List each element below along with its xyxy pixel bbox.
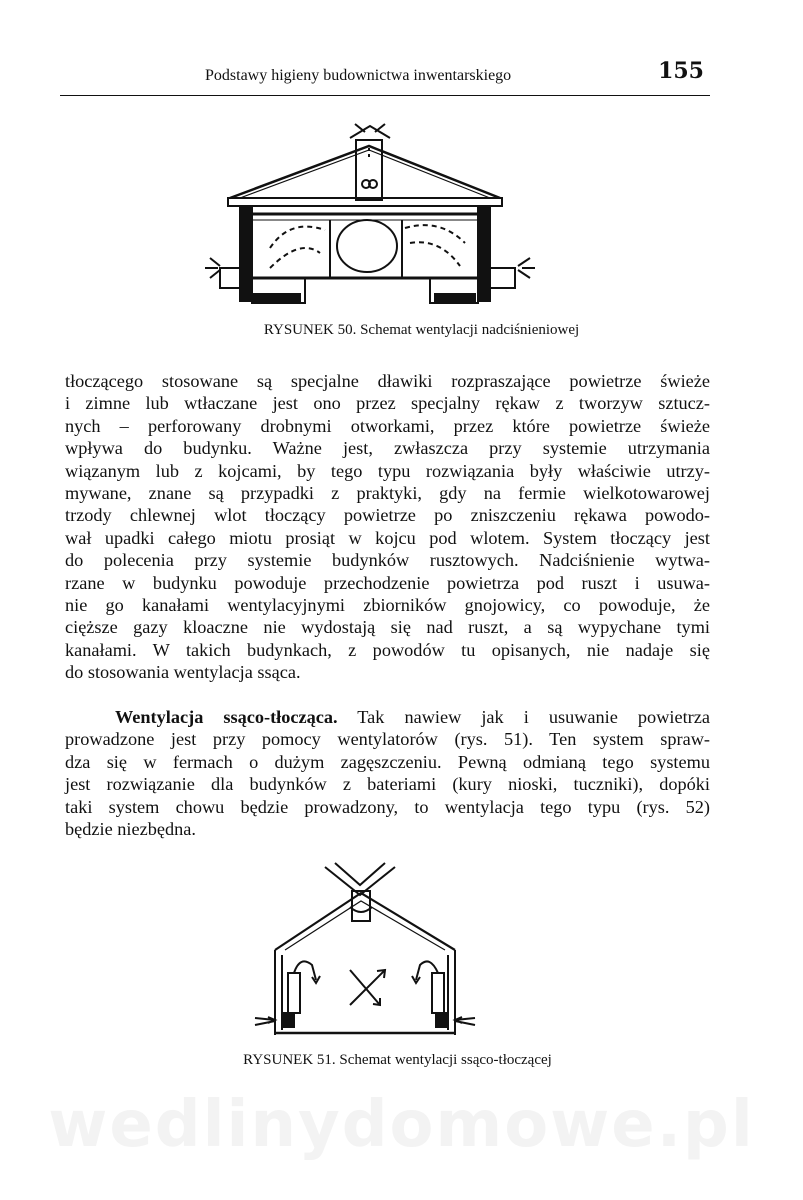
text-line: wpływa do budynku. Ważne jest, zwłaszcza przy systemie utrzymania <box>65 438 710 459</box>
text-line: wał upadki całego miotu prosiąt w kojcu pod wlotem. System tłoczący jest <box>65 527 710 548</box>
text-line: nie go kanałami wentylacyjnymi zbiorników gnojowicy, co powoduje, że <box>65 595 710 616</box>
text-line: do polecenia przy systemie budynków rusztowych. Nadciśnienie wytwa- <box>65 550 710 571</box>
text-line: do stosowania wentylacja ssąca. <box>65 662 301 683</box>
paragraph-2 <box>65 706 710 840</box>
text-line: taki system chowu będzie prowadzony, to wentylacja tego typu (rys. 52) <box>65 796 710 817</box>
text-line: tłoczącego stosowane są specjalne dławiki rozpraszające powietrze świeże <box>65 371 710 391</box>
text-line: mywane, znane są przypadki z praktyki, gdy na fermie wielkotowarowej <box>65 483 710 504</box>
lead-rest: Tak nawiew jak i usuwanie powietrza <box>337 707 710 727</box>
suction-pressure-ventilation-diagram-icon <box>240 855 510 1040</box>
figure-51-caption: RYSUNEK 51. Schemat wentylacji ssąco-tłoczącej <box>243 1052 552 1068</box>
text-line: będzie niezbędna. <box>65 819 196 840</box>
page-number: 155 <box>658 58 704 84</box>
text-line: rzane w budynku powoduje przechodzenie powietrza pod ruszt i usuwa- <box>65 572 710 593</box>
text-line: dza się w fermach o dużym zagęszczeniu. Pewną odmianą tego systemu <box>65 751 710 772</box>
text-line <box>65 706 710 728</box>
figure-51 <box>240 855 510 1040</box>
text-line: wiązanym lub z kojcami, by tego typu rozwiązania były właściwie utrzy- <box>65 460 710 481</box>
overpressure-ventilation-diagram-icon <box>190 118 555 318</box>
text-line: trzody chlewnej wlot tłoczący powietrze po zniszczeniu rękawa powodo- <box>65 505 710 526</box>
section-lead: Wentylacja ssąco-tłocząca. <box>115 707 338 727</box>
text-line: jest rozwiązanie dla budynków z bateriami (kury nioski, tuczniki), dopóki <box>65 774 710 795</box>
watermark: wedlinydomowe.pl <box>48 1088 755 1162</box>
text-line: kanałami. W takich budynkach, z powodów tu opisanych, nie nadaje się <box>65 639 710 660</box>
page-header <box>60 55 710 96</box>
text-line: prowadzone jest przy pomocy wentylatorów (rys. 51). Ten system spraw- <box>65 729 710 750</box>
paragraph-1 <box>65 370 710 684</box>
figure-50-caption: RYSUNEK 50. Schemat wentylacji nadciśnieniowej <box>263 322 580 338</box>
running-title: Podstawy higieny budownictwa inwentarskiego <box>205 67 512 84</box>
text-line: i zimne lub wtłaczane jest ono przez specjalny rękaw z tworzyw sztucz- <box>65 393 710 414</box>
text-line: cięższe gazy kloaczne nie wydostają się nad ruszt, a są wypychane tymi <box>65 617 710 638</box>
figure-50 <box>190 118 555 318</box>
text-line: nych – perforowany drobnymi otworkami, przez które powietrze świeże <box>65 415 710 436</box>
